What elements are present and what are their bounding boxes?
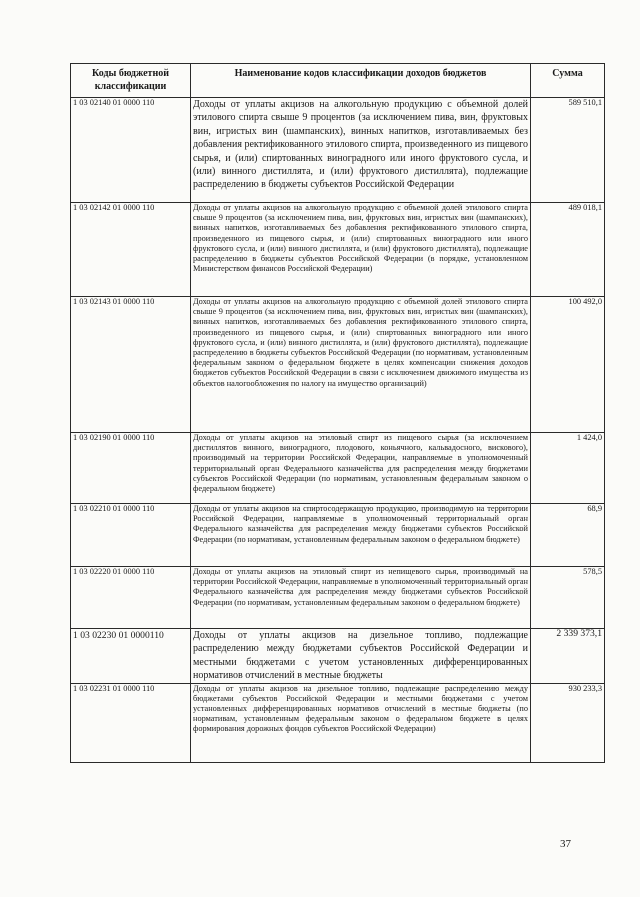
- table-row: [71, 98, 605, 203]
- row-name: Доходы от уплаты акцизов на алкогольную продукцию с объемной долей этилового спирта свыше 9 процентов (за исключением пива, вин, фруктовых вин, игристых вин (шампанских), винных напитков, изготавливаемых без добавления ректификованного этилового спирта, произведенного из пищевого сырья, и (или) спиртованных виноградного или иного фруктового сусла, и (или) винного дистиллята, и (или) фруктового дистиллята), подлежащие распределению в бюджеты субъектов Российской Федерации (по нормативам, установленным федеральным законом о федеральном бюджете в целях компенсации снижения доходов бюджетов субъектов Российской Федерации в связи с исключением движимого имущества из объектов налогообложения по налогу на имущество организаций): [191, 297, 531, 433]
- row-name: Доходы от уплаты акцизов на этиловый спирт из пищевого сырья (за исключением дистиллятов винного, виноградного, плодового, коньячного, кальвадосного, вискового), производимый на территории Российской Федерации, направляемые в уполномоченный территориальный орган Федерального казначейства для распределения между бюджетами субъектов Российской Федерации (по нормативам, установленным федеральным законом о федеральном бюджете): [191, 433, 531, 504]
- row-name: Доходы от уплаты акцизов на дизельное топливо, подлежащие распределению между бюджетами субъектов Российской Федерации и местными бюджетами с учетом установленных дифференцированных нормативов отчислений в местные бюджеты (по нормативам, установленным федеральным законом о федеральном бюджете в целях формирования дорожных фондов субъектов Российской Федерации): [191, 683, 531, 762]
- row-sum: 2 339 373,1: [531, 629, 605, 684]
- row-code: 1 03 02231 01 0000 110: [71, 683, 191, 762]
- row-sum: 489 018,1: [531, 203, 605, 297]
- table-row: [71, 504, 605, 567]
- row-sum: 578,5: [531, 567, 605, 629]
- budget-revenue-table: [70, 63, 605, 763]
- header-sum: Сумма: [531, 64, 605, 98]
- header-code: Коды бюджетной классификации: [71, 64, 191, 98]
- row-sum: 68,9: [531, 504, 605, 567]
- row-sum: 930 233,3: [531, 683, 605, 762]
- row-code: 1 03 02220 01 0000 110: [71, 567, 191, 629]
- row-code: 1 03 02143 01 0000 110: [71, 297, 191, 433]
- table-row: [71, 629, 605, 684]
- row-code: 1 03 02230 01 0000110: [71, 629, 191, 684]
- table-row: [71, 433, 605, 504]
- row-name: Доходы от уплаты акцизов на спиртосодержащую продукцию, производимую на территории Российской Федерации, направляемые в уполномоченный территориальный орган Федерального казначейства для распределения между бюджетами субъектов Российской Федерации (по нормативам, установленным федеральным законом о федеральном бюджете): [191, 504, 531, 567]
- table-row: [71, 297, 605, 433]
- row-code: 1 03 02140 01 0000 110: [71, 98, 191, 203]
- table-header-row: [71, 64, 605, 98]
- row-name: Доходы от уплаты акцизов на алкогольную продукцию с объемной долей этилового спирта свыше 9 процентов (за исключением пива, вин, фруктовых вин, игристых вин (шампанских), винных напитков, изготавливаемых без добавления ректификованного этилового спирта, произведенного из пищевого сырья, и (или) спиртованных виноградного или иного фруктового сусла, и (или) винного дистиллята, и (или) фруктового дистиллята), подлежащие распределению в бюджеты субъектов Российской Федерации (в порядке, установленном Министерством финансов Российской Федерации): [191, 203, 531, 297]
- table-row: [71, 683, 605, 762]
- row-name: Доходы от уплаты акцизов на этиловый спирт из непищевого сырья, производимый на территории Российской Федерации, направляемые в уполномоченный территориальный орган Федерального казначейства для распределения между бюджетами субъектов Российской Федерации (по нормативам, установленным федеральным законом о федеральном бюджете): [191, 567, 531, 629]
- row-code: 1 03 02210 01 0000 110: [71, 504, 191, 567]
- table-row: [71, 203, 605, 297]
- row-name: Доходы от уплаты акцизов на алкогольную продукцию с объемной долей этилового спирта свыше 9 процентов (за исключением пива, вин, фруктовых вин, игристых вин (шампанских), винных напитков, изготавливаемых без добавления ректификованного этилового спирта, произведенного из пищевого сырья, и (или) спиртованных виноградного или иного фруктового сусла, и (или) винного дистиллята, и (или) фруктового дистиллята), подлежащие распределению в бюджеты субъектов Российской Федерации: [191, 98, 531, 203]
- row-code: 1 03 02142 01 0000 110: [71, 203, 191, 297]
- row-sum: 100 492,0: [531, 297, 605, 433]
- row-code: 1 03 02190 01 0000 110: [71, 433, 191, 504]
- header-name: Наименование кодов классификации доходов бюджетов: [191, 64, 531, 98]
- row-sum: 1 424,0: [531, 433, 605, 504]
- row-name: Доходы от уплаты акцизов на дизельное топливо, подлежащие распределению между бюджетами субъектов Российской Федерации и местными бюджетами с учетом установленных дифференцированных нормативов отчислений в местные бюджеты: [191, 629, 531, 684]
- row-sum: 589 510,1: [531, 98, 605, 203]
- table-row: [71, 567, 605, 629]
- page-number: 37: [560, 838, 571, 850]
